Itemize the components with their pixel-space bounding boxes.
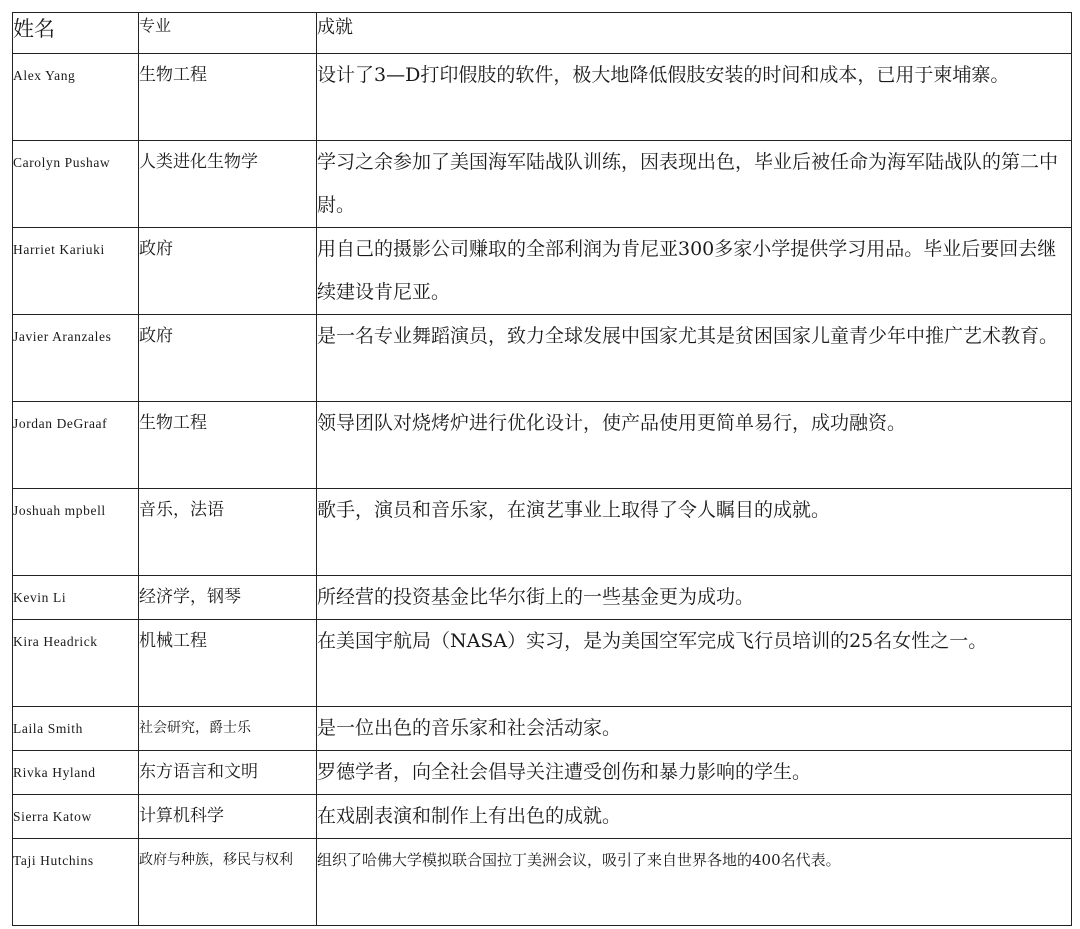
table-row: [13, 707, 1072, 751]
student-achievement: 在美国宇航局（NASA）实习，是为美国空军完成飞行员培训的25名女性之一。: [317, 620, 1072, 707]
table-row: [13, 751, 1072, 795]
student-major: 生物工程: [139, 54, 317, 141]
student-name: Joshuah mpbell: [13, 489, 139, 576]
student-major: 计算机科学: [139, 795, 317, 839]
student-achievement: 歌手，演员和音乐家，在演艺事业上取得了令人瞩目的成就。: [317, 489, 1072, 576]
student-major: 东方语言和文明: [139, 751, 317, 795]
table-row: [13, 54, 1072, 141]
student-major: 机械工程: [139, 620, 317, 707]
student-name: Javier Aranzales: [13, 315, 139, 402]
table-row: [13, 141, 1072, 228]
table-row: [13, 839, 1072, 926]
student-achievement: 是一名专业舞蹈演员，致力全球发展中国家尤其是贫困国家儿童青少年中推广艺术教育。: [317, 315, 1072, 402]
header-name: 姓名: [13, 13, 139, 54]
table-row: [13, 402, 1072, 489]
student-name: Taji Hutchins: [13, 839, 139, 926]
student-major: 社会研究，爵士乐: [139, 707, 317, 751]
student-achievement: 所经营的投资基金比华尔街上的一些基金更为成功。: [317, 576, 1072, 620]
student-name: Sierra Katow: [13, 795, 139, 839]
header-major: 专业: [139, 13, 317, 54]
student-major: 生物工程: [139, 402, 317, 489]
table-row: [13, 795, 1072, 839]
header-achievement: 成就: [317, 13, 1072, 54]
student-achievement: 用自己的摄影公司赚取的全部利润为肯尼亚300多家小学提供学习用品。毕业后要回去继续建设肯尼亚。: [317, 228, 1072, 315]
table-row: [13, 576, 1072, 620]
student-name: Jordan DeGraaf: [13, 402, 139, 489]
student-name: Kevin Li: [13, 576, 139, 620]
student-achievement: 罗德学者，向全社会倡导关注遭受创伤和暴力影响的学生。: [317, 751, 1072, 795]
student-name: Rivka Hyland: [13, 751, 139, 795]
student-major: 经济学，钢琴: [139, 576, 317, 620]
student-achievement: 在戏剧表演和制作上有出色的成就。: [317, 795, 1072, 839]
student-achievement: 组织了哈佛大学模拟联合国拉丁美洲会议，吸引了来自世界各地的400名代表。: [317, 839, 1072, 926]
student-major: 音乐，法语: [139, 489, 317, 576]
student-achievement: 设计了3—D打印假肢的软件，极大地降低假肢安装的时间和成本，已用于柬埔寨。: [317, 54, 1072, 141]
student-achievement: 学习之余参加了美国海军陆战队训练，因表现出色，毕业后被任命为海军陆战队的第二中尉。: [317, 141, 1072, 228]
student-major: 人类进化生物学: [139, 141, 317, 228]
student-name: Alex Yang: [13, 54, 139, 141]
table-row: [13, 620, 1072, 707]
student-name: Laila Smith: [13, 707, 139, 751]
student-name: Kira Headrick: [13, 620, 139, 707]
header-row: [13, 13, 1072, 54]
student-name: Harriet Kariuki: [13, 228, 139, 315]
student-name: Carolyn Pushaw: [13, 141, 139, 228]
table-row: [13, 315, 1072, 402]
table-row: [13, 228, 1072, 315]
student-achievement: 是一位出色的音乐家和社会活动家。: [317, 707, 1072, 751]
student-major: 政府: [139, 315, 317, 402]
table-row: [13, 489, 1072, 576]
student-major: 政府与种族，移民与权利: [139, 839, 317, 926]
achievements-table: [12, 12, 1072, 926]
student-major: 政府: [139, 228, 317, 315]
student-achievement: 领导团队对烧烤炉进行优化设计，使产品使用更简单易行，成功融资。: [317, 402, 1072, 489]
